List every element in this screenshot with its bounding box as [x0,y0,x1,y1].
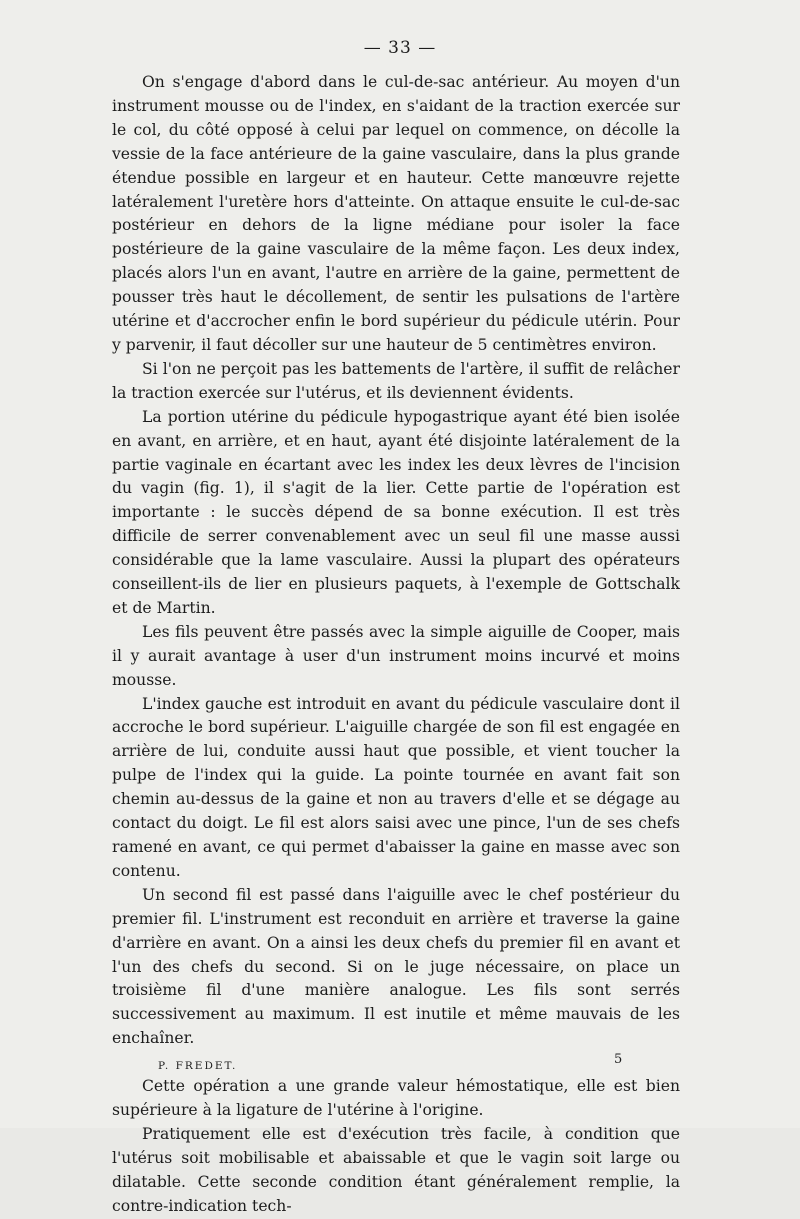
body-text [112,71,680,1219]
paragraph: Les fils peuvent être passés avec la simple aiguille de Cooper, mais il y aurait avantage à user d'un instrument moins incurvé et moins mousse. [112,622,680,689]
paragraph: Cette opération a une grande valeur hémostatique, elle est bien supérieure à la ligature de l'utérine à l'origine. [112,1077,680,1120]
printer-signature: P. FREDET. [158,1060,238,1072]
page-number: — 33 — [363,38,437,58]
paragraph: L'index gauche est introduit en avant du pédicule vasculaire dont il accroche le bord supérieur. L'aiguille chargée de son fil est engagée en arrière de lui, conduite aussi haut que possible, et vient toucher la pulpe de l'index qui la guide. La pointe tournée en avant fait son chemin au-dessus de la gaine et non au travers d'elle et se dégage au contact du doigt. Le fil est alors saisi avec une pince, l'un de ses chefs ramené en avant, ce qui permet d'abaisser la gaine en masse avec son contenu. [112,694,680,880]
paragraph: Si l'on ne perçoit pas les battements de l'artère, il suffit de relâcher la traction exercée sur l'utérus, et ils deviennent évidents. [112,359,680,402]
paragraph: Un second fil est passé dans l'aiguille avec le chef postérieur du premier fil. L'instrument est reconduit en arrière et traverse la gaine d'arrière en avant. On a ainsi les deux chefs du premier fil en avant et l'un des chefs du second. Si on le juge nécessaire, on place un troisième fil d'une manière analogue. Les fils sont serrés successivement au maximum. Il est inutile et même mauvais de les enchaîner. [112,885,680,1048]
paragraph: Pratiquement elle est d'exécution très facile, à condition que l'utérus soit mobilisable et abaissable et que le vagin soit large ou dilatable. Cette seconde condition étant généralement remplie, la contre-indication tech- [112,1124,680,1215]
signature-mark: 5 [614,1052,623,1067]
paragraph: La portion utérine du pédicule hypogastrique ayant été bien isolée en avant, en arrière, et en haut, ayant été disjointe latéralement de la partie vaginale en écartant avec les index les deux lèvres de l'incision du vagin (fig. 1), il s'agit de la lier. Cette partie de l'opération est importante : le succès dépend de sa bonne exécution. Il est très difficile de serrer convenablement avec un seul fil une masse aussi considérable que la lame vasculaire. Aussi la plupart des opérateurs conseillent-ils de lier en plusieurs paquets, à l'exemple de Gottschalk et de Martin. [112,407,680,617]
paragraph: On s'engage d'abord dans le cul-de-sac antérieur. Au moyen d'un instrument mousse ou de l'index, en s'aidant de la traction exercée sur le col, du côté opposé à celui par lequel on commence, on décolle la vessie de la face antérieure de la gaine vasculaire, dans la plus grande étendue possible en largeur et en hauteur. Cette manœuvre rejette latéralement l'uretère hors d'atteinte. On attaque ensuite le cul-de-sac postérieur en dehors de la ligne médiane pour isoler la face postérieure de la gaine vasculaire de la même façon. Les deux index, placés alors l'un en avant, l'autre en arrière de la gaine, permettent de pousser très haut le décollement, de sentir les pulsations de l'artère utérine et d'accrocher enfin le bord supérieur du pédicule utérin. Pour y parvenir, il faut décoller sur une hauteur de 5 centimètres environ. [112,73,680,354]
